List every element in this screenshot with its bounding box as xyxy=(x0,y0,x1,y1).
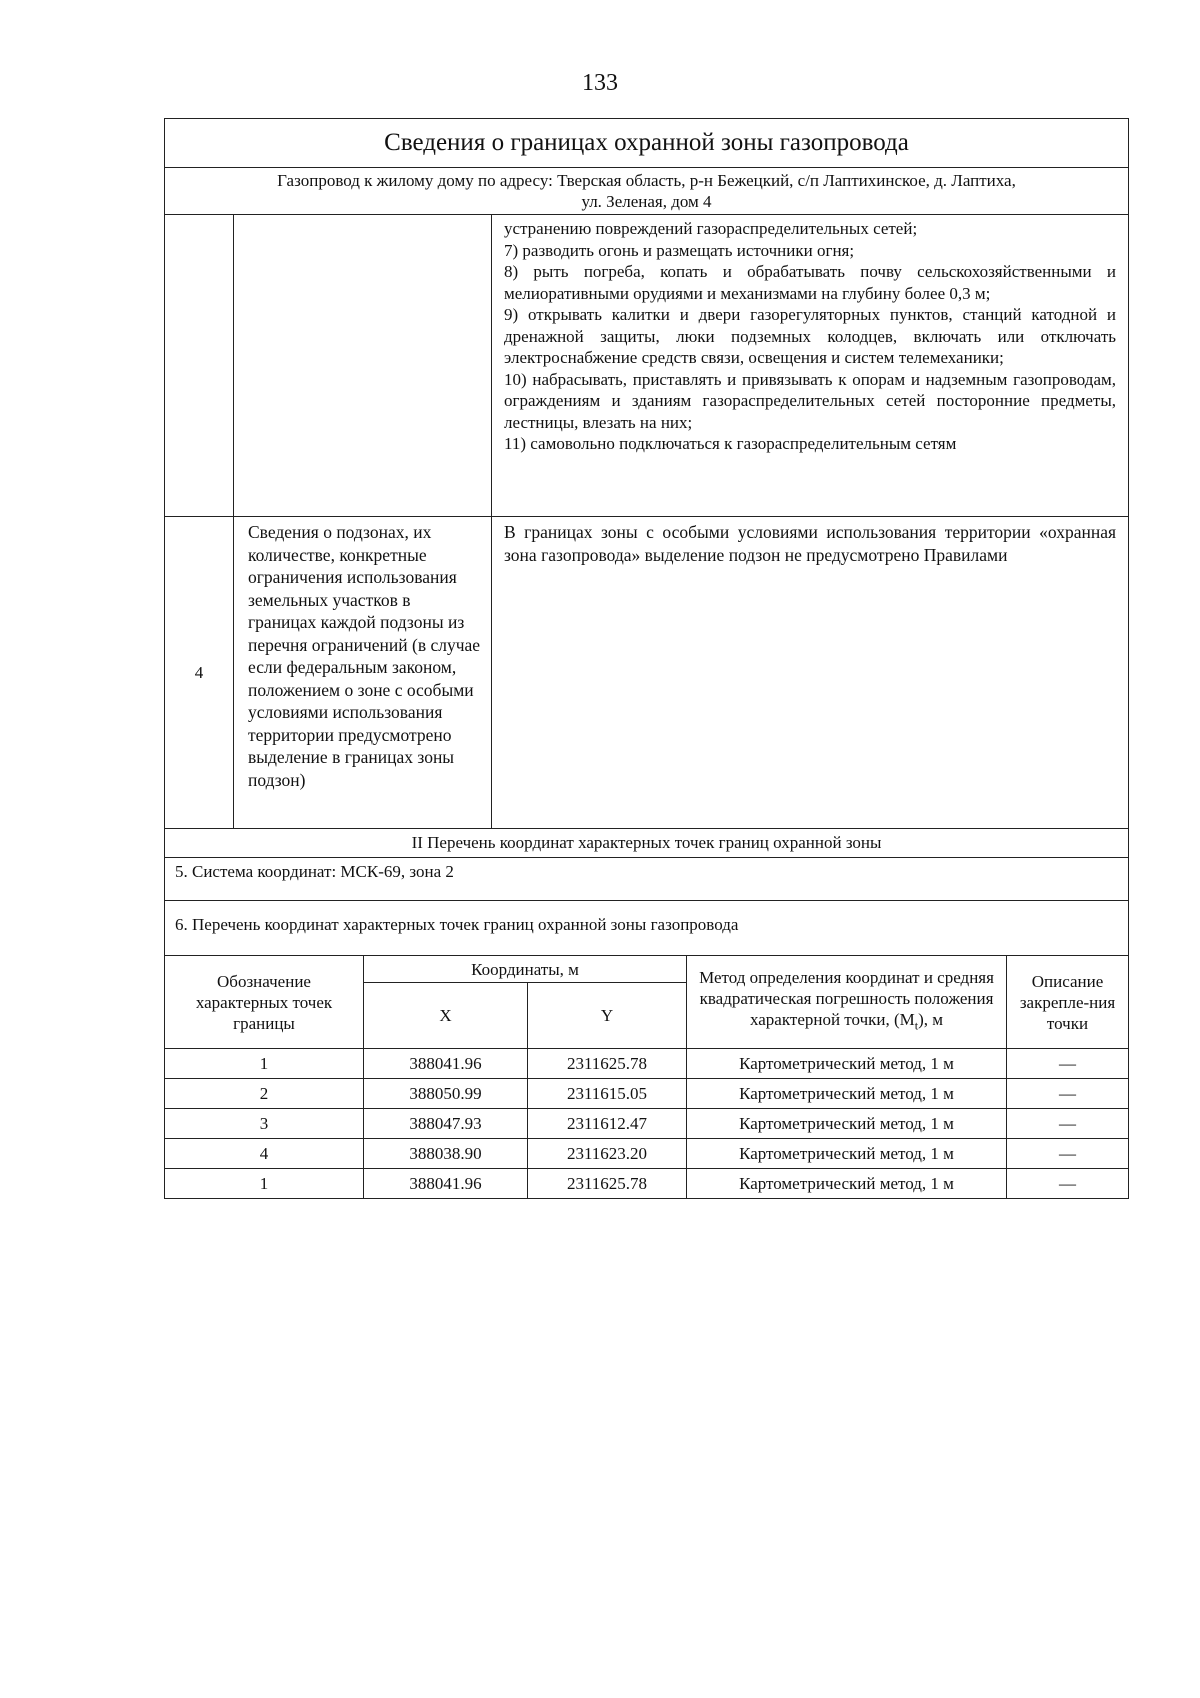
object-address xyxy=(165,168,1129,215)
header-method-subscript: t xyxy=(914,1018,919,1033)
method-cell: Картометрический метод, 1 м xyxy=(687,1079,1007,1109)
header-method xyxy=(687,956,1007,1049)
header-coordinates: Координаты, м xyxy=(364,956,687,983)
method-cell: Картометрический метод, 1 м xyxy=(687,1169,1007,1199)
header-y: Y xyxy=(528,983,687,1049)
method-cell: Картометрический метод, 1 м xyxy=(687,1049,1007,1079)
point-cell: 1 xyxy=(165,1169,364,1199)
header-designation: Обозначение характерных точек границы xyxy=(165,956,364,1049)
y-cell: 2311625.78 xyxy=(528,1049,687,1079)
empty-number-cell xyxy=(165,215,234,517)
row-number: 4 xyxy=(165,517,234,829)
point-cell: 3 xyxy=(165,1109,364,1139)
point-cell: 4 xyxy=(165,1139,364,1169)
y-cell: 2311623.20 xyxy=(528,1139,687,1169)
section-2-title: II Перечень координат характерных точек границ охранной зоны xyxy=(165,829,1129,858)
table-row xyxy=(165,1169,1129,1199)
restriction-item: 9) открывать калитки и двери газорегуляторных пунктов, станций катодной и дренажной защиты, люки подземных колодцев, включать или отключать электроснабжение средств связи, освещения и систем телемеханики; xyxy=(504,305,1117,367)
empty-label-cell xyxy=(234,215,492,517)
x-cell: 388041.96 xyxy=(364,1169,528,1199)
x-cell: 388038.90 xyxy=(364,1139,528,1169)
restriction-item: 7) разводить огонь и размещать источники огня; xyxy=(504,240,855,260)
header-description: Описание закрепле-ния точки xyxy=(1007,956,1129,1049)
subzones-text: В границах зоны с особыми условиями использования территории «охранная зона газопровода» выделение подзон не предусмотрено Правилами xyxy=(492,517,1129,829)
zone-info-table xyxy=(164,118,1129,956)
table-row xyxy=(165,1049,1129,1079)
header-x: X xyxy=(364,983,528,1049)
description-cell: — xyxy=(1007,1169,1129,1199)
point-cell: 2 xyxy=(165,1079,364,1109)
header-method-text: Метод определения координат и средняя квадратическая погрешность положения характерной точки, (M xyxy=(699,968,994,1030)
point-cell: 1 xyxy=(165,1049,364,1079)
y-cell: 2311612.47 xyxy=(528,1109,687,1139)
header-method-unit: ), м xyxy=(918,1010,944,1030)
method-cell: Картометрический метод, 1 м xyxy=(687,1139,1007,1169)
description-cell: — xyxy=(1007,1109,1129,1139)
coordinates-table xyxy=(164,955,1129,1199)
table-row xyxy=(165,1079,1129,1109)
description-cell: — xyxy=(1007,1079,1129,1109)
restriction-item: устранению повреждений газораспределительных сетей; xyxy=(504,219,918,238)
subzones-label: Сведения о подзонах, их количестве, конкретные ограничения использования земельных участков в границах каждой подзоны из перечня ограничений (в случае если федеральным законом, положением о зоне с особыми условиями использования территории предусмотрено выделение в границах зоны подзон) xyxy=(234,517,492,829)
restriction-item: 11) самовольно подключаться к газораспределительным сетям xyxy=(504,434,957,453)
restrictions-continued xyxy=(492,215,1129,517)
page-number: 133 xyxy=(582,70,618,96)
restriction-item: 8) рыть погреба, копать и обрабатывать почву сельскохозяйственными и мелиоративными орудиями и механизмами на глубину более 0,3 м; xyxy=(504,262,1117,303)
x-cell: 388041.96 xyxy=(364,1049,528,1079)
restriction-item: 10) набрасывать, приставлять и привязывать к опорам и надземным газопроводам, ограждениям и зданиям газораспределительных сетей посторонние предметы, лестницы, влезать на них; xyxy=(504,369,1117,432)
table-row xyxy=(165,1109,1129,1139)
coordinate-system: 5. Система координат: МСК-69, зона 2 xyxy=(165,858,1129,901)
y-cell: 2311615.05 xyxy=(528,1079,687,1109)
address-line-2: ул. Зеленая, дом 4 xyxy=(581,192,712,211)
description-cell: — xyxy=(1007,1139,1129,1169)
coordinates-list-title: 6. Перечень координат характерных точек границ охранной зоны газопровода xyxy=(165,901,1129,956)
document-title: Сведения о границах охранной зоны газопровода xyxy=(165,119,1129,168)
method-cell: Картометрический метод, 1 м xyxy=(687,1109,1007,1139)
x-cell: 388050.99 xyxy=(364,1079,528,1109)
y-cell: 2311625.78 xyxy=(528,1169,687,1199)
address-line-1: Газопровод к жилому дому по адресу: Тверская область, р-н Бежецкий, с/п Лаптихинское, д. Лаптиха, xyxy=(277,171,1016,190)
x-cell: 388047.93 xyxy=(364,1109,528,1139)
table-row xyxy=(165,1139,1129,1169)
description-cell: — xyxy=(1007,1049,1129,1079)
